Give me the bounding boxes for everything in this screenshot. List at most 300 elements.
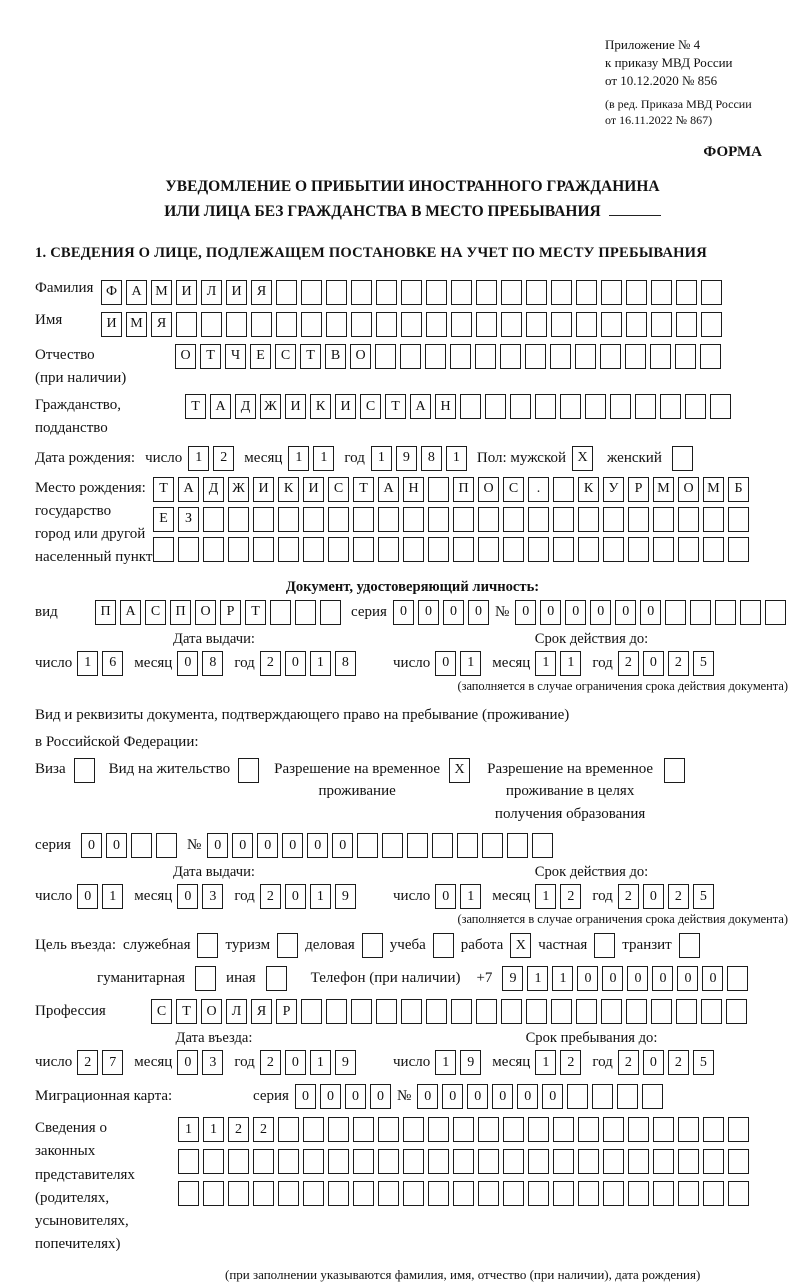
char-cell[interactable] [378, 1149, 399, 1174]
char-cell[interactable] [503, 1117, 524, 1142]
char-cell[interactable] [351, 280, 372, 305]
char-cell[interactable]: 1 [552, 966, 573, 991]
char-cell[interactable]: 9 [396, 446, 417, 471]
char-cell[interactable]: 0 [442, 1084, 463, 1109]
purpose-private-checkbox[interactable] [594, 933, 615, 958]
char-cell[interactable]: О [478, 477, 499, 502]
char-cell[interactable] [642, 1084, 663, 1109]
char-cell[interactable] [651, 999, 672, 1024]
char-cell[interactable]: 8 [335, 651, 356, 676]
char-cell[interactable]: 0 [332, 833, 353, 858]
char-cell[interactable]: 2 [668, 884, 689, 909]
char-cell[interactable]: 1 [313, 446, 334, 471]
char-cell[interactable] [601, 312, 622, 337]
char-cell[interactable]: С [145, 600, 166, 625]
char-cell[interactable]: Я [251, 280, 272, 305]
char-cell[interactable] [603, 1117, 624, 1142]
char-cell[interactable] [178, 1181, 199, 1206]
char-cell[interactable] [353, 1117, 374, 1142]
char-cell[interactable] [428, 1117, 449, 1142]
char-cell[interactable] [201, 312, 222, 337]
char-cell[interactable]: Р [628, 477, 649, 502]
char-cell[interactable]: 0 [177, 884, 198, 909]
char-cell[interactable] [576, 312, 597, 337]
char-cell[interactable] [701, 280, 722, 305]
char-cell[interactable] [303, 537, 324, 562]
char-cell[interactable]: А [378, 477, 399, 502]
char-cell[interactable]: Ф [101, 280, 122, 305]
char-cell[interactable] [626, 999, 647, 1024]
char-cell[interactable]: 9 [335, 1050, 356, 1075]
residence-permit-checkbox[interactable] [238, 758, 259, 783]
char-cell[interactable] [301, 999, 322, 1024]
char-cell[interactable]: 2 [618, 651, 639, 676]
char-cell[interactable] [578, 1117, 599, 1142]
char-cell[interactable]: О [201, 999, 222, 1024]
char-cell[interactable] [203, 1149, 224, 1174]
char-cell[interactable] [228, 1149, 249, 1174]
char-cell[interactable] [403, 1181, 424, 1206]
char-cell[interactable]: Т [385, 394, 406, 419]
char-cell[interactable] [601, 999, 622, 1024]
char-cell[interactable] [610, 394, 631, 419]
char-cell[interactable]: М [703, 477, 724, 502]
char-cell[interactable] [553, 537, 574, 562]
char-cell[interactable]: 0 [207, 833, 228, 858]
char-cell[interactable] [353, 507, 374, 532]
char-cell[interactable]: Т [200, 344, 221, 369]
char-cell[interactable] [528, 1181, 549, 1206]
char-cell[interactable] [653, 537, 674, 562]
char-cell[interactable]: А [126, 280, 147, 305]
char-cell[interactable] [228, 537, 249, 562]
char-cell[interactable] [460, 394, 481, 419]
char-cell[interactable]: А [120, 600, 141, 625]
char-cell[interactable]: У [603, 477, 624, 502]
char-cell[interactable] [703, 1149, 724, 1174]
char-cell[interactable] [428, 507, 449, 532]
char-cell[interactable]: В [325, 344, 346, 369]
char-cell[interactable] [715, 600, 736, 625]
char-cell[interactable] [156, 833, 177, 858]
char-cell[interactable]: 0 [492, 1084, 513, 1109]
char-cell[interactable] [728, 1117, 749, 1142]
char-cell[interactable] [628, 1117, 649, 1142]
char-cell[interactable] [551, 999, 572, 1024]
char-cell[interactable]: 9 [335, 884, 356, 909]
char-cell[interactable]: О [350, 344, 371, 369]
char-cell[interactable] [650, 344, 671, 369]
char-cell[interactable] [453, 537, 474, 562]
temp-residence-checkbox[interactable]: X [449, 758, 470, 783]
char-cell[interactable] [303, 1117, 324, 1142]
char-cell[interactable] [626, 312, 647, 337]
char-cell[interactable]: И [285, 394, 306, 419]
char-cell[interactable]: 1 [102, 884, 123, 909]
purpose-business-checkbox[interactable] [362, 933, 383, 958]
char-cell[interactable] [426, 280, 447, 305]
char-cell[interactable] [601, 280, 622, 305]
char-cell[interactable] [428, 1181, 449, 1206]
char-cell[interactable] [560, 394, 581, 419]
char-cell[interactable]: 0 [643, 884, 664, 909]
char-cell[interactable]: К [310, 394, 331, 419]
char-cell[interactable] [551, 312, 572, 337]
char-cell[interactable] [701, 312, 722, 337]
char-cell[interactable] [303, 1149, 324, 1174]
temp-residence-education-checkbox[interactable] [664, 758, 685, 783]
char-cell[interactable] [501, 999, 522, 1024]
char-cell[interactable] [131, 833, 152, 858]
char-cell[interactable]: 0 [542, 1084, 563, 1109]
char-cell[interactable] [476, 280, 497, 305]
char-cell[interactable] [553, 1181, 574, 1206]
char-cell[interactable] [153, 537, 174, 562]
char-cell[interactable]: Т [300, 344, 321, 369]
char-cell[interactable]: 0 [540, 600, 561, 625]
char-cell[interactable]: И [253, 477, 274, 502]
char-cell[interactable]: 0 [627, 966, 648, 991]
purpose-other-checkbox[interactable] [266, 966, 287, 991]
char-cell[interactable]: А [178, 477, 199, 502]
char-cell[interactable]: 8 [421, 446, 442, 471]
char-cell[interactable] [432, 833, 453, 858]
char-cell[interactable]: Р [276, 999, 297, 1024]
char-cell[interactable] [376, 280, 397, 305]
char-cell[interactable] [382, 833, 403, 858]
char-cell[interactable]: О [175, 344, 196, 369]
char-cell[interactable] [326, 999, 347, 1024]
char-cell[interactable]: И [176, 280, 197, 305]
char-cell[interactable] [403, 537, 424, 562]
char-cell[interactable]: 0 [615, 600, 636, 625]
char-cell[interactable] [575, 344, 596, 369]
char-cell[interactable] [403, 507, 424, 532]
char-cell[interactable] [270, 600, 291, 625]
char-cell[interactable] [278, 1149, 299, 1174]
char-cell[interactable]: 7 [102, 1050, 123, 1075]
char-cell[interactable]: М [151, 280, 172, 305]
char-cell[interactable] [303, 507, 324, 532]
char-cell[interactable] [376, 312, 397, 337]
char-cell[interactable]: 1 [446, 446, 467, 471]
char-cell[interactable] [553, 1149, 574, 1174]
char-cell[interactable]: 2 [560, 884, 581, 909]
char-cell[interactable]: 0 [435, 884, 456, 909]
char-cell[interactable]: Б [728, 477, 749, 502]
char-cell[interactable] [676, 280, 697, 305]
char-cell[interactable] [428, 477, 449, 502]
char-cell[interactable]: 1 [77, 651, 98, 676]
char-cell[interactable]: 2 [77, 1050, 98, 1075]
char-cell[interactable] [551, 280, 572, 305]
char-cell[interactable] [678, 1149, 699, 1174]
char-cell[interactable] [528, 1117, 549, 1142]
char-cell[interactable] [525, 344, 546, 369]
char-cell[interactable]: 0 [515, 600, 536, 625]
char-cell[interactable] [526, 280, 547, 305]
char-cell[interactable] [353, 537, 374, 562]
char-cell[interactable] [507, 833, 528, 858]
sex-female-checkbox[interactable] [672, 446, 693, 471]
char-cell[interactable]: 6 [102, 651, 123, 676]
char-cell[interactable] [228, 507, 249, 532]
char-cell[interactable] [653, 1117, 674, 1142]
char-cell[interactable]: 0 [643, 651, 664, 676]
char-cell[interactable]: М [126, 312, 147, 337]
char-cell[interactable]: Н [403, 477, 424, 502]
char-cell[interactable] [628, 537, 649, 562]
char-cell[interactable]: 9 [460, 1050, 481, 1075]
char-cell[interactable] [510, 394, 531, 419]
char-cell[interactable] [328, 537, 349, 562]
purpose-tourism-checkbox[interactable] [277, 933, 298, 958]
char-cell[interactable]: 0 [81, 833, 102, 858]
char-cell[interactable]: 0 [590, 600, 611, 625]
char-cell[interactable] [451, 280, 472, 305]
char-cell[interactable] [203, 507, 224, 532]
char-cell[interactable] [676, 999, 697, 1024]
char-cell[interactable] [328, 507, 349, 532]
char-cell[interactable] [603, 1149, 624, 1174]
char-cell[interactable] [276, 280, 297, 305]
char-cell[interactable] [703, 1117, 724, 1142]
char-cell[interactable] [603, 1181, 624, 1206]
char-cell[interactable]: 1 [535, 884, 556, 909]
char-cell[interactable] [628, 1181, 649, 1206]
char-cell[interactable]: И [335, 394, 356, 419]
char-cell[interactable] [532, 833, 553, 858]
char-cell[interactable] [328, 1181, 349, 1206]
char-cell[interactable] [603, 507, 624, 532]
char-cell[interactable]: 0 [643, 1050, 664, 1075]
char-cell[interactable] [578, 507, 599, 532]
char-cell[interactable] [453, 1117, 474, 1142]
char-cell[interactable] [401, 312, 422, 337]
char-cell[interactable]: 0 [577, 966, 598, 991]
char-cell[interactable] [453, 1149, 474, 1174]
char-cell[interactable] [425, 344, 446, 369]
char-cell[interactable] [676, 312, 697, 337]
char-cell[interactable] [276, 312, 297, 337]
char-cell[interactable]: 1 [288, 446, 309, 471]
char-cell[interactable] [678, 537, 699, 562]
char-cell[interactable] [660, 394, 681, 419]
char-cell[interactable]: 0 [295, 1084, 316, 1109]
char-cell[interactable]: 1 [435, 1050, 456, 1075]
char-cell[interactable]: 1 [178, 1117, 199, 1142]
char-cell[interactable] [553, 477, 574, 502]
char-cell[interactable]: К [278, 477, 299, 502]
char-cell[interactable] [526, 999, 547, 1024]
purpose-work-checkbox[interactable]: X [510, 933, 531, 958]
char-cell[interactable]: 0 [320, 1084, 341, 1109]
char-cell[interactable] [625, 344, 646, 369]
char-cell[interactable]: 0 [370, 1084, 391, 1109]
char-cell[interactable] [528, 1149, 549, 1174]
char-cell[interactable] [665, 600, 686, 625]
char-cell[interactable] [278, 537, 299, 562]
char-cell[interactable] [727, 966, 748, 991]
char-cell[interactable]: Я [251, 999, 272, 1024]
char-cell[interactable]: П [95, 600, 116, 625]
char-cell[interactable] [728, 1149, 749, 1174]
char-cell[interactable] [401, 280, 422, 305]
char-cell[interactable]: 8 [202, 651, 223, 676]
char-cell[interactable]: И [226, 280, 247, 305]
char-cell[interactable]: 1 [310, 651, 331, 676]
char-cell[interactable] [478, 1181, 499, 1206]
char-cell[interactable]: Е [250, 344, 271, 369]
char-cell[interactable] [600, 344, 621, 369]
char-cell[interactable] [603, 537, 624, 562]
char-cell[interactable]: 0 [468, 600, 489, 625]
char-cell[interactable]: 1 [535, 1050, 556, 1075]
char-cell[interactable]: 1 [188, 446, 209, 471]
char-cell[interactable]: 2 [560, 1050, 581, 1075]
char-cell[interactable] [478, 507, 499, 532]
char-cell[interactable] [700, 344, 721, 369]
purpose-humanitarian-checkbox[interactable] [195, 966, 216, 991]
char-cell[interactable] [450, 344, 471, 369]
char-cell[interactable]: 0 [418, 600, 439, 625]
char-cell[interactable]: 0 [677, 966, 698, 991]
char-cell[interactable]: С [503, 477, 524, 502]
char-cell[interactable] [703, 1181, 724, 1206]
char-cell[interactable] [403, 1149, 424, 1174]
char-cell[interactable]: 3 [202, 884, 223, 909]
char-cell[interactable]: 0 [602, 966, 623, 991]
char-cell[interactable]: 1 [535, 651, 556, 676]
char-cell[interactable] [592, 1084, 613, 1109]
char-cell[interactable]: 1 [310, 884, 331, 909]
char-cell[interactable] [278, 1181, 299, 1206]
char-cell[interactable]: Т [176, 999, 197, 1024]
char-cell[interactable]: Т [353, 477, 374, 502]
char-cell[interactable] [376, 999, 397, 1024]
char-cell[interactable] [303, 1181, 324, 1206]
char-cell[interactable] [178, 537, 199, 562]
visa-checkbox[interactable] [74, 758, 95, 783]
char-cell[interactable] [353, 1149, 374, 1174]
char-cell[interactable]: 0 [393, 600, 414, 625]
char-cell[interactable] [553, 507, 574, 532]
char-cell[interactable] [400, 344, 421, 369]
char-cell[interactable]: С [151, 999, 172, 1024]
char-cell[interactable] [253, 537, 274, 562]
char-cell[interactable] [476, 999, 497, 1024]
char-cell[interactable]: 0 [517, 1084, 538, 1109]
char-cell[interactable] [578, 1181, 599, 1206]
char-cell[interactable] [451, 999, 472, 1024]
char-cell[interactable]: 5 [693, 651, 714, 676]
char-cell[interactable] [357, 833, 378, 858]
char-cell[interactable] [740, 600, 761, 625]
char-cell[interactable] [251, 312, 272, 337]
char-cell[interactable] [278, 507, 299, 532]
char-cell[interactable] [651, 312, 672, 337]
char-cell[interactable] [701, 999, 722, 1024]
char-cell[interactable] [176, 312, 197, 337]
char-cell[interactable]: 0 [77, 884, 98, 909]
char-cell[interactable] [576, 280, 597, 305]
char-cell[interactable] [228, 1181, 249, 1206]
char-cell[interactable] [278, 1117, 299, 1142]
char-cell[interactable] [651, 280, 672, 305]
char-cell[interactable] [710, 394, 731, 419]
char-cell[interactable]: Е [153, 507, 174, 532]
char-cell[interactable] [407, 833, 428, 858]
char-cell[interactable] [328, 1149, 349, 1174]
char-cell[interactable] [226, 312, 247, 337]
char-cell[interactable] [678, 507, 699, 532]
char-cell[interactable]: 3 [202, 1050, 223, 1075]
char-cell[interactable]: Р [220, 600, 241, 625]
char-cell[interactable] [535, 394, 556, 419]
char-cell[interactable]: 1 [460, 651, 481, 676]
char-cell[interactable]: 0 [640, 600, 661, 625]
char-cell[interactable] [253, 1149, 274, 1174]
char-cell[interactable] [428, 537, 449, 562]
char-cell[interactable]: 1 [203, 1117, 224, 1142]
char-cell[interactable]: 2 [228, 1117, 249, 1142]
char-cell[interactable] [585, 394, 606, 419]
char-cell[interactable]: 0 [435, 651, 456, 676]
char-cell[interactable] [253, 507, 274, 532]
char-cell[interactable] [353, 1181, 374, 1206]
char-cell[interactable] [375, 344, 396, 369]
char-cell[interactable] [503, 537, 524, 562]
char-cell[interactable]: 0 [652, 966, 673, 991]
char-cell[interactable] [503, 1149, 524, 1174]
char-cell[interactable] [326, 280, 347, 305]
char-cell[interactable] [690, 600, 711, 625]
char-cell[interactable] [482, 833, 503, 858]
char-cell[interactable] [576, 999, 597, 1024]
char-cell[interactable]: С [328, 477, 349, 502]
char-cell[interactable] [678, 1181, 699, 1206]
char-cell[interactable]: 1 [460, 884, 481, 909]
char-cell[interactable]: 1 [371, 446, 392, 471]
char-cell[interactable] [578, 1149, 599, 1174]
char-cell[interactable] [478, 1117, 499, 1142]
char-cell[interactable]: Ч [225, 344, 246, 369]
char-cell[interactable]: 0 [282, 833, 303, 858]
purpose-transit-checkbox[interactable] [679, 933, 700, 958]
char-cell[interactable]: 2 [260, 1050, 281, 1075]
char-cell[interactable]: Т [153, 477, 174, 502]
char-cell[interactable]: 0 [467, 1084, 488, 1109]
char-cell[interactable] [628, 507, 649, 532]
char-cell[interactable] [703, 537, 724, 562]
char-cell[interactable] [553, 1117, 574, 1142]
char-cell[interactable] [328, 1117, 349, 1142]
char-cell[interactable]: 0 [177, 1050, 198, 1075]
char-cell[interactable]: 2 [253, 1117, 274, 1142]
char-cell[interactable] [501, 312, 522, 337]
char-cell[interactable] [426, 312, 447, 337]
char-cell[interactable] [728, 507, 749, 532]
char-cell[interactable]: О [678, 477, 699, 502]
char-cell[interactable] [453, 1181, 474, 1206]
char-cell[interactable] [428, 1149, 449, 1174]
char-cell[interactable]: 2 [668, 651, 689, 676]
char-cell[interactable]: Ж [260, 394, 281, 419]
char-cell[interactable]: 2 [618, 1050, 639, 1075]
char-cell[interactable]: 0 [443, 600, 464, 625]
char-cell[interactable] [378, 507, 399, 532]
char-cell[interactable]: С [275, 344, 296, 369]
